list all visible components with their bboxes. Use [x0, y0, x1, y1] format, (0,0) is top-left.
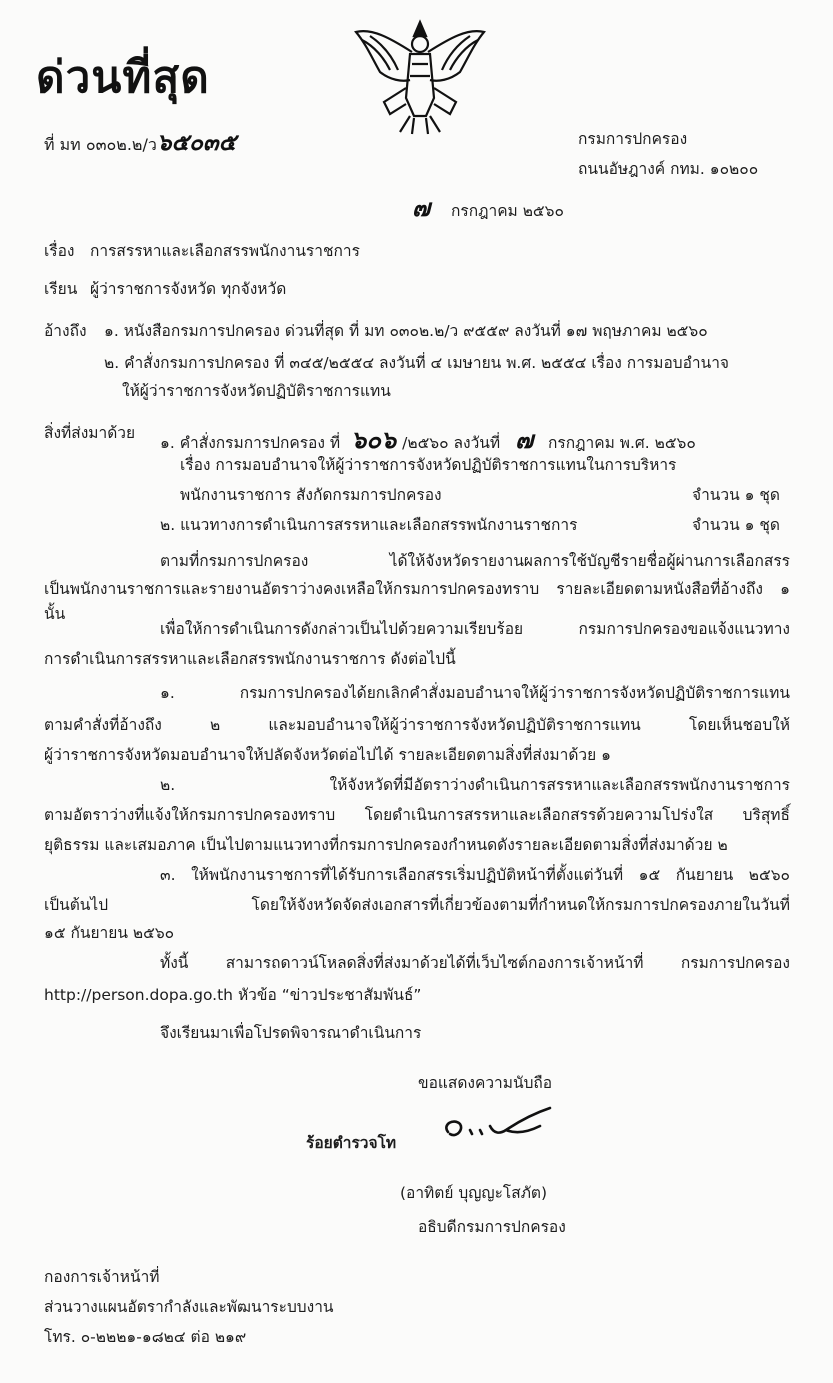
document-number-prefix: ที่ มท ๐๓๐๒.๒/ว [44, 135, 157, 154]
item-1-line-1: ๑. กรมการปกครองได้ยกเลิกคำสั่งมอบอำนาจให้ผู้ว่าราชการจังหวัดปฏิบัติราชการแทน [160, 684, 790, 702]
enclosure-item-1-text-c: กรกฎาคม พ.ศ. ๒๕๖๐ [548, 434, 696, 452]
enclosure-item-1-text-b: /๒๕๖๐ ลงวันที่ [402, 434, 501, 452]
reference-label: อ้างถึง [44, 322, 87, 340]
subject-label: เรื่อง [44, 242, 75, 260]
reference-item-2: ๒. คำสั่งกรมการปกครอง ที่ ๓๔๕/๒๕๕๔ ลงวันที่ ๔ เมษายน พ.ศ. ๒๕๕๔ เรื่อง การมอบอำนาจ [104, 354, 729, 372]
paragraph-1-line-2: เป็นพนักงานราชการและรายงานอัตราว่างคงเหลือให้กรมการปกครองทราบ รายละเอียดตามหนังสือที่อ้างถึง ๑ นั้น [44, 580, 790, 623]
closing-sentence: จึงเรียนมาเพื่อโปรดพิจารณาดำเนินการ [160, 1024, 422, 1042]
document-number [44, 125, 236, 161]
item-2-line-1: ๒. ให้จังหวัดที่มีอัตราว่างดำเนินการสรรหาและเลือกสรรพนักงานราชการ [160, 776, 790, 794]
handwritten-date-day: ๗ [412, 193, 431, 222]
paragraph-2-line-1: เพื่อให้การดำเนินการดังกล่าวเป็นไปด้วยความเรียบร้อย กรมการปกครองขอแจ้งแนวทาง [160, 620, 790, 638]
signer-rank [306, 1130, 396, 1155]
org-address: ถนนอัษฎางค์ กทม. ๑๐๒๐๐ [578, 160, 759, 178]
handwritten-signature [436, 1104, 556, 1152]
enclosure-item-1-line-3: พนักงานราชการ สังกัดกรมการปกครอง [180, 486, 442, 504]
handwritten-document-number: ๖๕๐๓๕ [156, 129, 237, 156]
enclosure-item-2: ๒. แนวทางการดำเนินการสรรหาและเลือกสรรพนักงานราชการ [160, 516, 578, 534]
urgency-stamp: ด่วนที่สุด [36, 52, 210, 103]
subject-text: การสรรหาและเลือกสรรพนักงานราชการ [90, 242, 360, 260]
item-3-line-3: ๑๕ กันยายน ๒๕๖๐ [44, 924, 175, 942]
item-2-line-3: ยุติธรรม และเสมอภาค เป็นไปตามแนวทางที่กรมการปกครองกำหนดดังรายละเอียดตามสิ่งที่ส่งมาด้วย ๒ [44, 836, 728, 854]
enclosure-item-2-qty: จำนวน ๑ ชุด [692, 516, 780, 534]
signer-position: อธิบดีกรมการปกครอง [418, 1218, 566, 1236]
reference-item-1: ๑. หนังสือกรมการปกครอง ด่วนที่สุด ที่ มท ๐๓๐๒.๒/ว ๙๕๕๙ ลงวันที่ ๑๗ พฤษภาคม ๒๕๖๐ [104, 322, 708, 340]
date-month-year: กรกฎาคม ๒๕๖๐ [450, 202, 564, 220]
download-line-2 [44, 982, 421, 1007]
enclosure-item-1-line-2: เรื่อง การมอบอำนาจให้ผู้ว่าราชการจังหวัดปฏิบัติราชการแทนในการบริหาร [180, 456, 677, 474]
reference-item-2-cont: ให้ผู้ว่าราชการจังหวัดปฏิบัติราชการแทน [122, 382, 391, 400]
signer-rank-text: ร้อยตำรวจโท [306, 1134, 397, 1152]
footer-division: กองการเจ้าหน้าที่ [44, 1268, 160, 1286]
item-2-line-2: ตามอัตราว่างที่แจ้งให้กรมการปกครองทราบ โดยดำเนินการสรรหาและเลือกสรรด้วยความโปร่งใส บริสุทธิ์ [44, 806, 790, 824]
garuda-emblem-icon [350, 18, 490, 136]
item-1-line-2: ตามคำสั่งที่อ้างถึง ๒ และมอบอำนาจให้ผู้ว่าราชการจังหวัดปฏิบัติราชการแทน โดยเห็นชอบให้ [44, 716, 790, 734]
handwritten-order-day: ๗ [515, 425, 534, 454]
signer-name: (อาทิตย์ บุญญะโสภัต) [400, 1184, 548, 1202]
paragraph-2-line-2: การดำเนินการสรรหาและเลือกสรรพนักงานราชการ ดังต่อไปนี้ [44, 650, 456, 668]
enclosure-item-1-qty: จำนวน ๑ ชุด [692, 486, 780, 504]
enclosure-label: สิ่งที่ส่งมาด้วย [44, 424, 136, 442]
paragraph-1-line-1: ตามที่กรมการปกครอง ได้ให้จังหวัดรายงานผลการใช้บัญชีรายชื่อผู้ผ่านการเลือกสรร [160, 552, 790, 570]
item-1-line-3: ผู้ว่าราชการจังหวัดมอบอำนาจให้ปลัดจังหวัดต่อไปได้ รายละเอียดตามสิ่งที่ส่งมาด้วย ๑ [44, 746, 611, 764]
org-name: กรมการปกครอง [578, 130, 688, 148]
download-line-1: ทั้งนี้ สามารถดาวน์โหลดสิ่งที่ส่งมาด้วยได้ที่เว็บไซต์กองการเจ้าหน้าที่ กรมการปกครอง [160, 954, 790, 972]
enclosure-item-1-text-a: ๑. คำสั่งกรมการปกครอง ที่ [160, 434, 341, 452]
footer-phone: โทร. ๐-๒๒๒๑-๑๘๒๔ ต่อ ๒๑๙ [44, 1328, 247, 1346]
regards: ขอแสดงความนับถือ [418, 1074, 553, 1092]
footer-section: ส่วนวางแผนอัตรากำลังและพัฒนาระบบงาน [44, 1298, 334, 1316]
document-date [412, 188, 564, 227]
download-topic: หัวข้อ “ข่าวประชาสัมพันธ์” [237, 986, 422, 1004]
salutation-text: ผู้ว่าราชการจังหวัด ทุกจังหวัด [90, 280, 287, 298]
salutation-label: เรียน [44, 280, 78, 298]
download-url: http://person.dopa.go.th [44, 986, 234, 1004]
handwritten-order-number: ๖๐๖ [351, 425, 397, 454]
item-3-line-1: ๓. ให้พนักงานราชการที่ได้รับการเลือกสรรเริ่มปฏิบัติหน้าที่ตั้งแต่วันที่ ๑๕ กันยายน ๒๕๖๐ [160, 866, 790, 884]
item-3-line-2: เป็นต้นไป โดยให้จังหวัดจัดส่งเอกสารที่เกี่ยวข้องตามที่กำหนดให้กรมการปกครองภายในวันที่ [44, 896, 790, 914]
